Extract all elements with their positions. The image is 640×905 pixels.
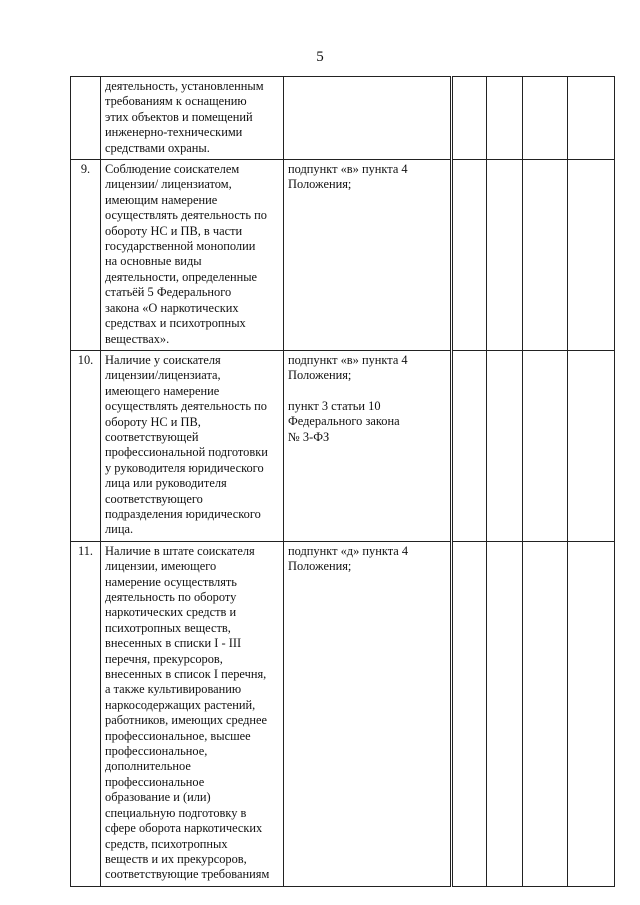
answer-na-cell: [523, 77, 568, 160]
requirement-text-line: профессиональной подготовки: [105, 445, 268, 460]
requirement-text-line: средствах и психотропных: [105, 316, 246, 331]
reference-spacer: [288, 384, 446, 399]
requirement-text-line: перечня, прекурсоров,: [105, 651, 223, 666]
answer-no-cell: [487, 350, 523, 541]
legal-reference-cell: [284, 77, 452, 160]
requirement-text-line: подразделения юридического: [105, 506, 261, 521]
legal-reference-cell: [284, 350, 452, 541]
requirement-text-line: деятельность по обороту: [105, 590, 237, 604]
requirement-text-line: лицензии/лицензиата,: [105, 368, 221, 383]
answer-no-cell: [487, 77, 523, 160]
answer-na-cell: [523, 541, 568, 886]
requirement-text-line: профессиональное, высшее: [105, 728, 251, 743]
requirement-text-line: лица или руководителя: [105, 476, 227, 491]
row-number: 9.: [71, 160, 101, 351]
requirement-text-line: наркосодержащих растений,: [105, 697, 256, 712]
reference-text-line: Положения;: [288, 559, 352, 574]
table-row: [71, 541, 615, 886]
requirement-text-line: внесенных в список I перечня,: [105, 667, 267, 682]
requirement-text-line: обороту НС и ПВ, в части: [105, 223, 243, 238]
reference-text-line: № 3-ФЗ: [288, 429, 330, 444]
reference-text-line: Федерального закона: [288, 414, 400, 429]
requirement-cell: [101, 77, 284, 160]
requirement-text-line: профессиональное,: [105, 744, 208, 759]
requirement-text-line: работников, имеющих среднее: [105, 713, 267, 728]
requirement-text-line: деятельность, установленным: [105, 79, 264, 93]
requirement-text-line: на основные виды: [105, 254, 202, 269]
notes-cell: [568, 350, 615, 541]
table-row: [71, 350, 615, 541]
requirement-text-line: имеющим намерение: [105, 192, 218, 207]
requirement-text-line: профессиональное: [105, 774, 205, 789]
requirement-text-line: обороту НС и ПВ,: [105, 414, 201, 429]
reference-text-line: пункт 3 статьи 10: [288, 398, 381, 413]
answer-yes-cell: [452, 160, 487, 351]
requirement-text-line: лицензии/ лицензиатом,: [105, 177, 232, 192]
requirement-text-line: Наличие у соискателя: [105, 352, 221, 367]
requirement-text-line: имеющего намерение: [105, 383, 220, 398]
requirement-text-line: сфере оборота наркотических: [105, 821, 263, 836]
row-number: 10.: [71, 350, 101, 541]
legal-reference-cell: [284, 160, 452, 351]
reference-text-line: подпункт «в» пункта 4: [288, 162, 408, 177]
requirement-cell: [101, 541, 284, 886]
answer-yes-cell: [452, 350, 487, 541]
checklist-table: [70, 76, 615, 887]
legal-reference-cell: [284, 541, 452, 886]
answer-no-cell: [487, 541, 523, 886]
requirement-text-line: деятельности, определенные: [105, 269, 258, 284]
answer-na-cell: [523, 160, 568, 351]
requirement-cell: [101, 160, 284, 351]
requirement-text-line: веществах».: [105, 331, 170, 346]
table-row: [71, 77, 615, 160]
row-number: 11.: [71, 541, 101, 886]
requirement-text-line: средств, психотропных: [105, 836, 228, 851]
requirement-cell: [101, 350, 284, 541]
requirement-text-line: внесенных в списки I - III: [105, 636, 242, 651]
table-row: [71, 160, 615, 351]
requirement-text-line: психотропных веществ,: [105, 620, 231, 635]
requirement-text-line: лицензии, имеющего: [105, 559, 217, 574]
requirement-text-line: осуществлять деятельность по: [105, 208, 267, 223]
notes-cell: [568, 541, 615, 886]
requirement-text-line: инженерно-техническими: [105, 125, 243, 140]
requirement-text-line: Наличие в штате соискателя: [105, 543, 255, 558]
requirement-text-line: специальную подготовку в: [105, 805, 247, 820]
reference-text-line: Положения;: [288, 177, 352, 192]
answer-yes-cell: [452, 77, 487, 160]
requirement-text-line: у руководителя юридического: [105, 460, 264, 475]
requirement-text-line: соответствующей: [105, 429, 199, 444]
requirement-text-line: государственной монополии: [105, 239, 256, 254]
requirement-text-line: средствами охраны.: [105, 140, 210, 155]
requirement-text-line: этих объектов и помещений: [105, 109, 253, 124]
reference-text-line: подпункт «в» пункта 4: [288, 352, 408, 367]
answer-yes-cell: [452, 541, 487, 886]
requirement-text-line: наркотических средств и: [105, 605, 237, 620]
page-number: 5: [316, 49, 324, 65]
requirement-text-line: образование и (или): [105, 790, 211, 805]
answer-no-cell: [487, 160, 523, 351]
notes-cell: [568, 77, 615, 160]
requirement-text-line: осуществлять деятельность по: [105, 399, 267, 414]
requirement-text-line: дополнительное: [105, 759, 191, 774]
requirement-text-line: соответствующего: [105, 491, 203, 506]
requirement-text-line: а также культивированию: [105, 682, 242, 697]
requirement-text-line: Соблюдение соискателем: [105, 162, 240, 177]
requirement-text-line: закона «О наркотических: [105, 300, 239, 315]
reference-text-line: Положения;: [288, 368, 352, 383]
requirement-text-line: намерение осуществлять: [105, 574, 237, 589]
requirement-text-line: соответствующие требованиям: [105, 867, 270, 882]
requirement-text-line: требованиям к оснащению: [105, 94, 247, 109]
row-number: [71, 77, 101, 160]
requirement-text-line: веществ и их прекурсоров,: [105, 851, 247, 866]
requirement-text-line: лица.: [105, 522, 134, 537]
requirement-text-line: статьёй 5 Федерального: [105, 285, 232, 300]
reference-text-line: подпункт «д» пункта 4: [288, 543, 409, 558]
answer-na-cell: [523, 350, 568, 541]
notes-cell: [568, 160, 615, 351]
